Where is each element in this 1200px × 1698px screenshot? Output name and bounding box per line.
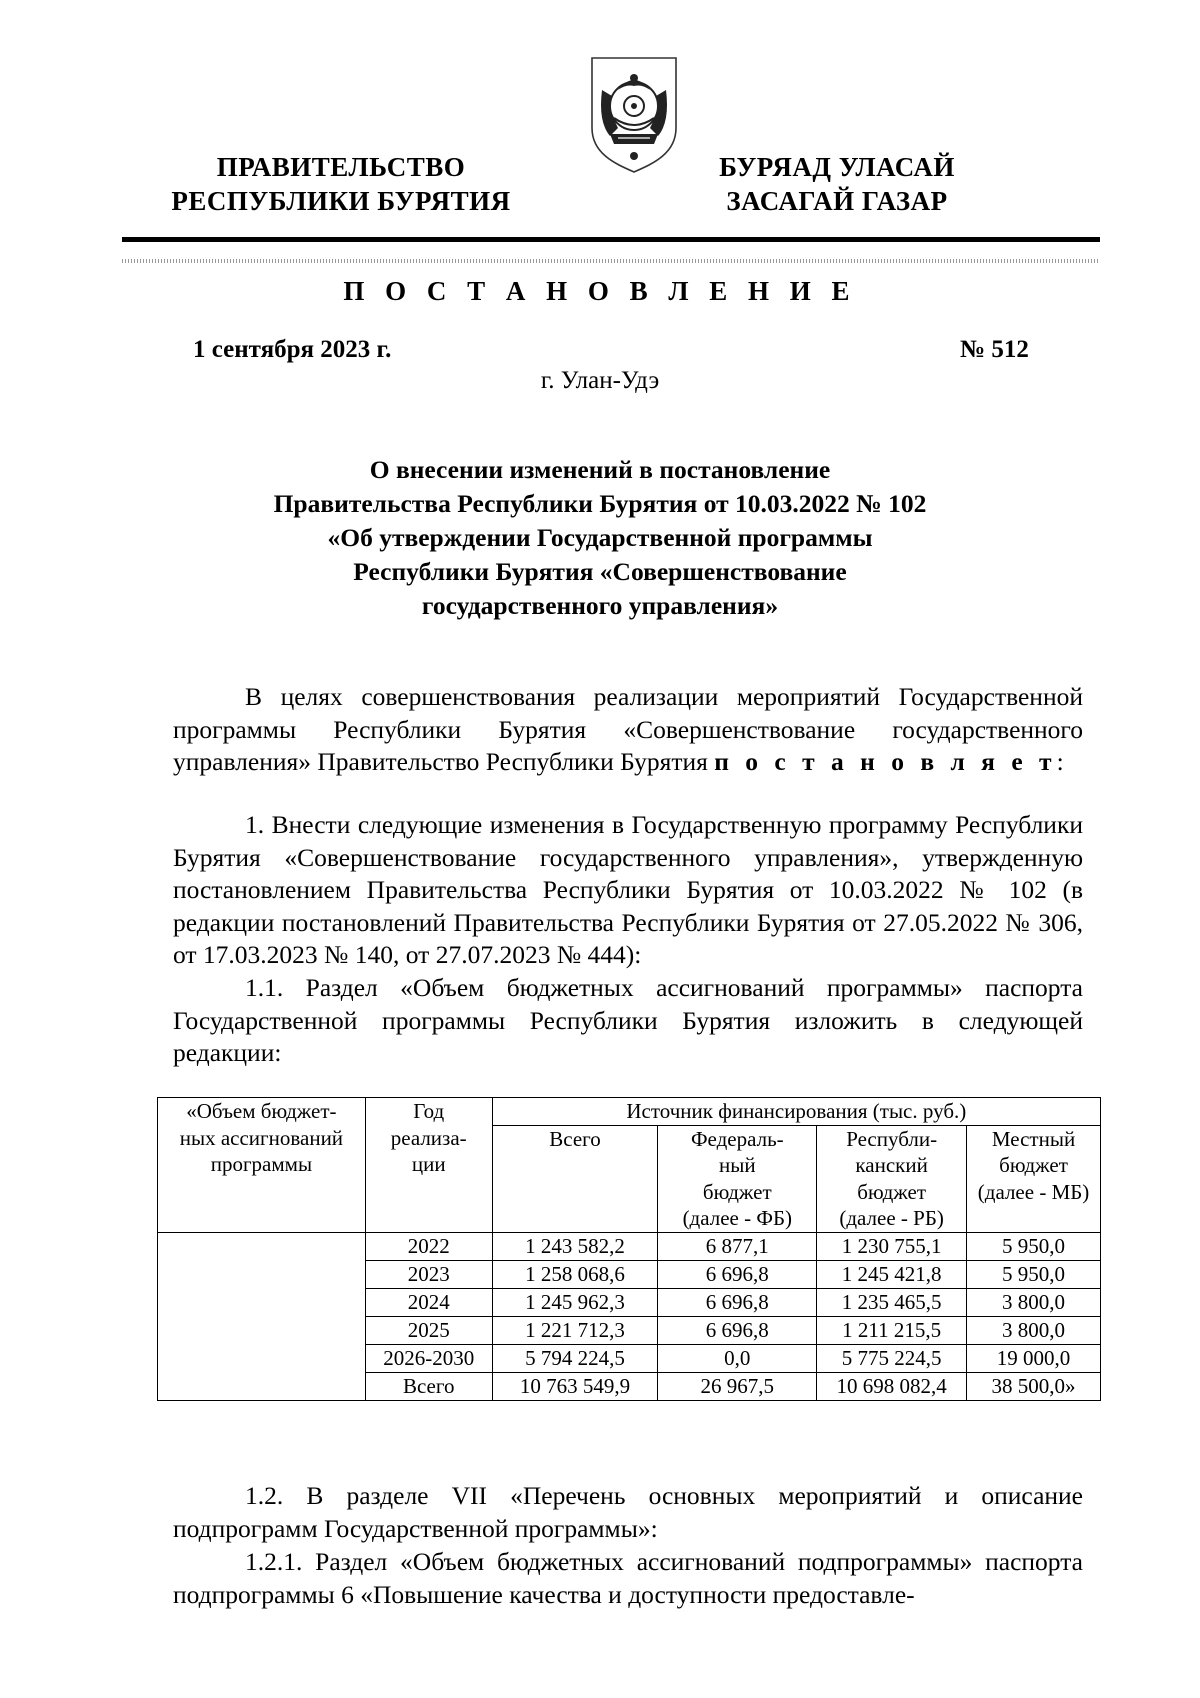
preamble-paragraph — [173, 681, 1083, 779]
rb-header-line: бюджет — [857, 1179, 927, 1204]
header-divider-thin — [122, 259, 1100, 263]
item-1-2-paragraph — [173, 1480, 1083, 1545]
cell-total: 1 258 068,6 — [492, 1260, 658, 1288]
cell-fb: 6 696,8 — [658, 1316, 817, 1344]
mb-header-line: (далее - МБ) — [977, 1179, 1090, 1204]
cell-rb: 1 211 215,5 — [817, 1316, 967, 1344]
preamble-tail: : — [1056, 747, 1064, 776]
row-label-line: ных ассигнований — [179, 1125, 344, 1150]
rb-header-line: Республи- — [846, 1126, 938, 1151]
decree-word: п о с т а н о в л я е т — [714, 747, 1057, 776]
cell-year: 2023 — [365, 1260, 492, 1288]
item-1-1-paragraph — [173, 972, 1083, 1070]
year-header-line: реализа- — [390, 1125, 467, 1150]
cell-rb: 1 235 465,5 — [817, 1288, 967, 1316]
document-subject — [160, 453, 1040, 623]
cell-rb: 10 698 082,4 — [817, 1372, 967, 1400]
document-city: г. Улан-Удэ — [540, 367, 660, 394]
item-1-2-1-paragraph — [173, 1546, 1083, 1611]
subject-line: «Об утверждении Государственной программы — [327, 523, 873, 552]
cell-fb: 6 877,1 — [658, 1232, 817, 1260]
cell-mb: 3 800,0 — [967, 1316, 1101, 1344]
fb-header-line: ный — [719, 1153, 756, 1177]
header-right-line2: ЗАСАГАЙ ГАЗАР — [726, 186, 948, 216]
item-1-2-text: 1.2. В разделе VII «Перечень основных мероприятий и описание подпрограмм Государственной программы»: — [173, 1481, 1083, 1543]
subject-line: О внесении изменений в постановление — [369, 455, 831, 484]
preamble-text: В целях совершенствования реализации мероприятий Государственной программы Республики Бурятия «Совершенствование государственного управления» Правительство Республики Бурятия — [173, 682, 1083, 776]
year-header-line: Год — [413, 1099, 445, 1123]
row-label-line: «Объем бюджет- — [186, 1099, 337, 1123]
cell-year: 2026-2030 — [365, 1344, 492, 1372]
cell-rb: 1 245 421,8 — [817, 1260, 967, 1288]
item-1-1-text: 1.1. Раздел «Объем бюджетных ассигнований программы» паспорта Государственной программы Республики Бурятия изложить в следующей редакции: — [173, 973, 1083, 1067]
rb-header-line: (далее - РБ) — [839, 1206, 944, 1230]
cell-total: 1 243 582,2 — [492, 1232, 658, 1260]
item-1-text: 1. Внести следующие изменения в Государственную программу Республики Бурятия «Совершенствование государственного управления», утвержденную постановлением Правительства Республики Бурятия от 10.03.2022 № 102 (в редакции постановлений Правительства Республики Бурятия от 27.05.2022 № 306, от 17.03.2023 № 140, от 27.07.2023 № 444): — [173, 810, 1083, 969]
row-label-spacer — [158, 1232, 366, 1400]
cell-total: 1 245 962,3 — [492, 1288, 658, 1316]
fb-header-cell — [658, 1125, 817, 1232]
header-left-line2: РЕСПУБЛИКИ БУРЯТИЯ — [171, 186, 511, 216]
row-label-cell — [158, 1098, 366, 1233]
cell-fb: 0,0 — [658, 1344, 817, 1372]
cell-year: Всего — [365, 1372, 492, 1400]
coat-of-arms-emblem — [588, 56, 680, 174]
document-type: П О С Т А Н О В Л Е Н И Е — [343, 276, 857, 306]
year-header-cell — [365, 1098, 492, 1233]
header-left-line1: ПРАВИТЕЛЬСТВО — [216, 152, 466, 182]
cell-mb: 5 950,0 — [967, 1260, 1101, 1288]
subject-line: Республики Бурятия «Совершенствование — [353, 557, 847, 586]
cell-total: 1 221 712,3 — [492, 1316, 658, 1344]
item-1-2-1-text: 1.2.1. Раздел «Объем бюджетных ассигнований подпрограммы» паспорта подпрограммы 6 «Повышение качества и доступности предоставле- — [173, 1547, 1083, 1609]
row-label-line: программы — [210, 1152, 313, 1176]
cell-fb: 6 696,8 — [658, 1260, 817, 1288]
cell-year: 2024 — [365, 1288, 492, 1316]
header-left — [160, 150, 522, 218]
rb-header-cell — [817, 1125, 967, 1232]
source-header-cell: Источник финансирования (тыс. руб.) — [492, 1098, 1100, 1126]
cell-year: 2022 — [365, 1232, 492, 1260]
budget-table — [157, 1097, 1101, 1401]
subject-line: Правительства Республики Бурятия от 10.03.2022 № 102 — [273, 489, 927, 518]
document-date: 1 сентября 2023 г. — [193, 336, 392, 363]
header-right — [702, 150, 972, 218]
cell-mb: 19 000,0 — [967, 1344, 1101, 1372]
emblem-icon — [588, 56, 680, 174]
mb-header-line: бюджет — [999, 1153, 1068, 1177]
table-header-row — [158, 1098, 1101, 1126]
total-header-cell: Всего — [492, 1125, 658, 1232]
rb-header-line: канский — [855, 1153, 928, 1177]
fb-header-line: (далее - ФБ) — [682, 1206, 793, 1230]
cell-total: 10 763 549,9 — [492, 1372, 658, 1400]
cell-year: 2025 — [365, 1316, 492, 1344]
cell-fb: 6 696,8 — [658, 1288, 817, 1316]
fb-header-line: Федераль- — [690, 1126, 784, 1151]
table-row — [158, 1232, 1101, 1260]
cell-mb: 3 800,0 — [967, 1288, 1101, 1316]
header-divider-thick — [122, 237, 1100, 242]
cell-rb: 5 775 224,5 — [817, 1344, 967, 1372]
fb-header-line: бюджет — [702, 1179, 772, 1204]
cell-total: 5 794 224,5 — [492, 1344, 658, 1372]
header-right-line1: БУРЯАД УЛАСАЙ — [719, 152, 955, 182]
mb-header-cell — [967, 1125, 1101, 1232]
item-1-paragraph — [173, 809, 1083, 972]
cell-mb: 38 500,0» — [967, 1372, 1101, 1400]
year-header-line: ции — [411, 1152, 446, 1176]
subject-line: государственного управления» — [421, 591, 779, 620]
mb-header-line: Местный — [991, 1126, 1076, 1151]
document-number: № 512 — [960, 336, 1029, 363]
cell-rb: 1 230 755,1 — [817, 1232, 967, 1260]
cell-fb: 26 967,5 — [658, 1372, 817, 1400]
cell-mb: 5 950,0 — [967, 1232, 1101, 1260]
